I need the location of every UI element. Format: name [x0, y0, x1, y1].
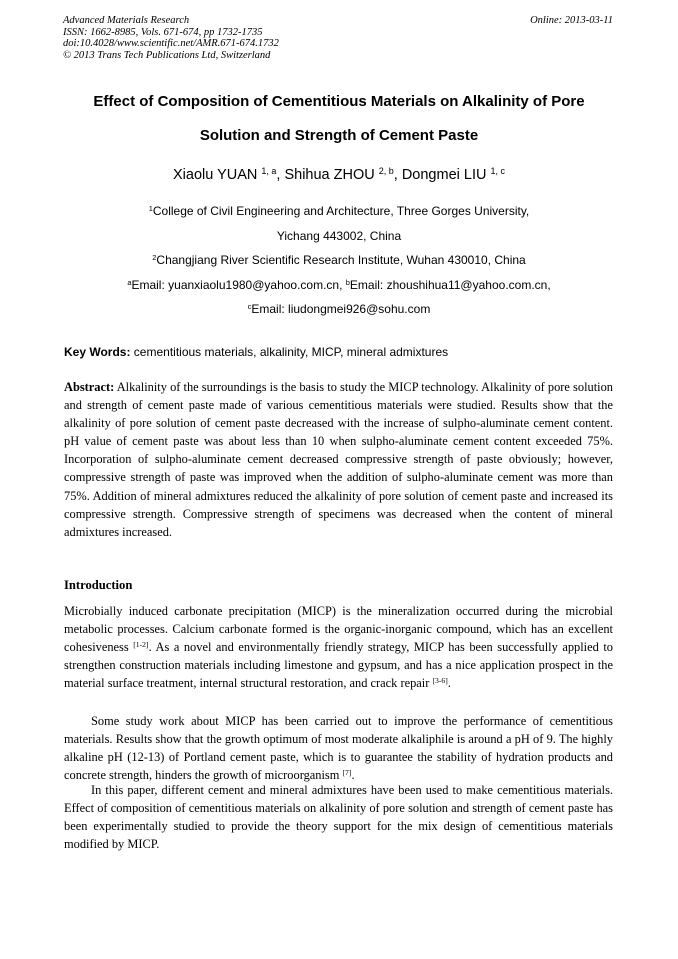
email-c[interactable]: Email: liudongmei926@sohu.com: [251, 302, 431, 316]
paper-title-line-1: Effect of Composition of Cementitious Materials on Alkalinity of Pore: [93, 93, 585, 110]
email-a[interactable]: Email: yuanxiaolu1980@yahoo.com.cn,: [131, 278, 346, 292]
author-name: Dongmei LIU: [401, 167, 487, 183]
intro-paragraph-3: In this paper, different cement and mineral admixtures have been used to make cementitious materials. Effect of composition of cementitious materials on alkalinity of pore solution and strength of cement paste has been experimentally studied to provide the theory support for the mix design of cementitious materials modified by MICP.: [64, 783, 613, 852]
email-marker: c: [247, 301, 252, 311]
doi-line[interactable]: doi:10.4028/www.scientific.net/AMR.671-674.1732: [63, 38, 279, 49]
email-marker: a: [127, 277, 132, 287]
author-affiliation-marker: 1, a: [261, 166, 277, 177]
affiliation-text: Changjiang River Scientific Research Institute, Wuhan 430010, China: [156, 253, 526, 267]
abstract-text: Alkalinity of the surroundings is the basis to study the MICP technology. Alkalinity of pore solution and strength of cement paste made of various cementitious materials were studied. Results show that the alkalinity of pore solution of cement paste decreased with the increase of sulpho-aluminate cement content. pH value of cement paste was about less than 10 when sulpho-aluminate cement content exceeded 75%. Incorporation of sulpho-aluminate cement decreased compressive strength of paste obviously; however, compressive strength of paste was improved when the addition of sulpho-aluminate cement was more than 75%. Addition of mineral admixtures reduced the alkalinity of pore solution of cement paste and increased its compressive strength. Compressive strength of specimens was decreased when the content of mineral admixtures increased.: [64, 380, 613, 539]
email-line-1: [40, 278, 638, 292]
citation-ref[interactable]: [3-6]: [432, 676, 448, 686]
email-line-2: [40, 302, 638, 316]
citation-ref[interactable]: [1-2]: [133, 639, 149, 649]
affiliation-text: College of Civil Engineering and Architecture, Three Gorges University,: [152, 204, 530, 218]
paragraph-text: Microbially induced carbonate precipitation (MICP) is the mineralization occurred during the microbial metabolic processes. Calcium carbonate formed is the organic-inorganic compound, which has an excellent cohesiveness: [64, 604, 613, 655]
intro-paragraph-2: [64, 712, 613, 784]
affiliation-1-city: Yichang 443002, China: [276, 229, 402, 243]
author-affiliation-marker: 2, b: [378, 166, 394, 177]
email-marker: b: [345, 277, 350, 287]
email-b[interactable]: Email: zhoushihua11@yahoo.com.cn,: [349, 278, 551, 292]
affiliation-2: [40, 253, 638, 267]
issn-line: ISSN: 1662-8985, Vols. 671-674, pp 1732-1735: [63, 26, 263, 38]
intro-paragraph-1: [64, 602, 613, 692]
paragraph-text: .: [351, 768, 355, 783]
author-name: Shihua ZHOU: [284, 167, 375, 183]
citation-ref[interactable]: [7]: [342, 768, 352, 778]
online-date: Online: 2013-03-11: [530, 15, 613, 26]
affiliation-marker: 1: [148, 203, 153, 213]
paper-title-line-2: Solution and Strength of Cement Paste: [199, 127, 479, 144]
author-name: Xiaolu YUAN: [173, 167, 258, 183]
keywords-label: Key Words:: [64, 345, 131, 359]
keywords-text: cementitious materials, alkalinity, MICP, mineral admixtures: [130, 345, 449, 359]
paragraph-text: . As a novel and environmentally friendly strategy, MICP has been successfully applied to strengthen construction materials including limestone and gypsum, and has a nice application prospect in the material surface treatment, internal structural restoration, and crack repair: [64, 640, 613, 691]
paragraph-text: .: [447, 676, 451, 691]
keywords: [64, 345, 624, 359]
author-affiliation-marker: 1, c: [490, 166, 505, 177]
journal-header: [63, 15, 279, 61]
copyright-line: © 2013 Trans Tech Publications Ltd, Switzerland: [63, 49, 271, 61]
paragraph-text: Some study work about MICP has been carried out to improve the performance of cementitious materials. Results show that the growth optimum of most moderate alkaliphile is around a pH of 9. The highly alkaline pH (12-13) of Portland cement paste, which is to guarantee the stability of hydration products and concrete strength, hinders the growth of microorganism: [64, 714, 613, 783]
affiliation-1: [40, 204, 638, 218]
journal-name: Advanced Materials Research: [63, 15, 190, 26]
section-heading-introduction: Introduction: [64, 578, 133, 592]
abstract-label: Abstract:: [64, 380, 115, 394]
author-list: Xiaolu YUAN $^{1, a}$, Shihua ZHOU $^{2, b}$, Dongmei LIU $^{1, c}$: [173, 166, 505, 183]
abstract: [64, 378, 613, 541]
affiliation-marker: 2: [152, 252, 157, 262]
